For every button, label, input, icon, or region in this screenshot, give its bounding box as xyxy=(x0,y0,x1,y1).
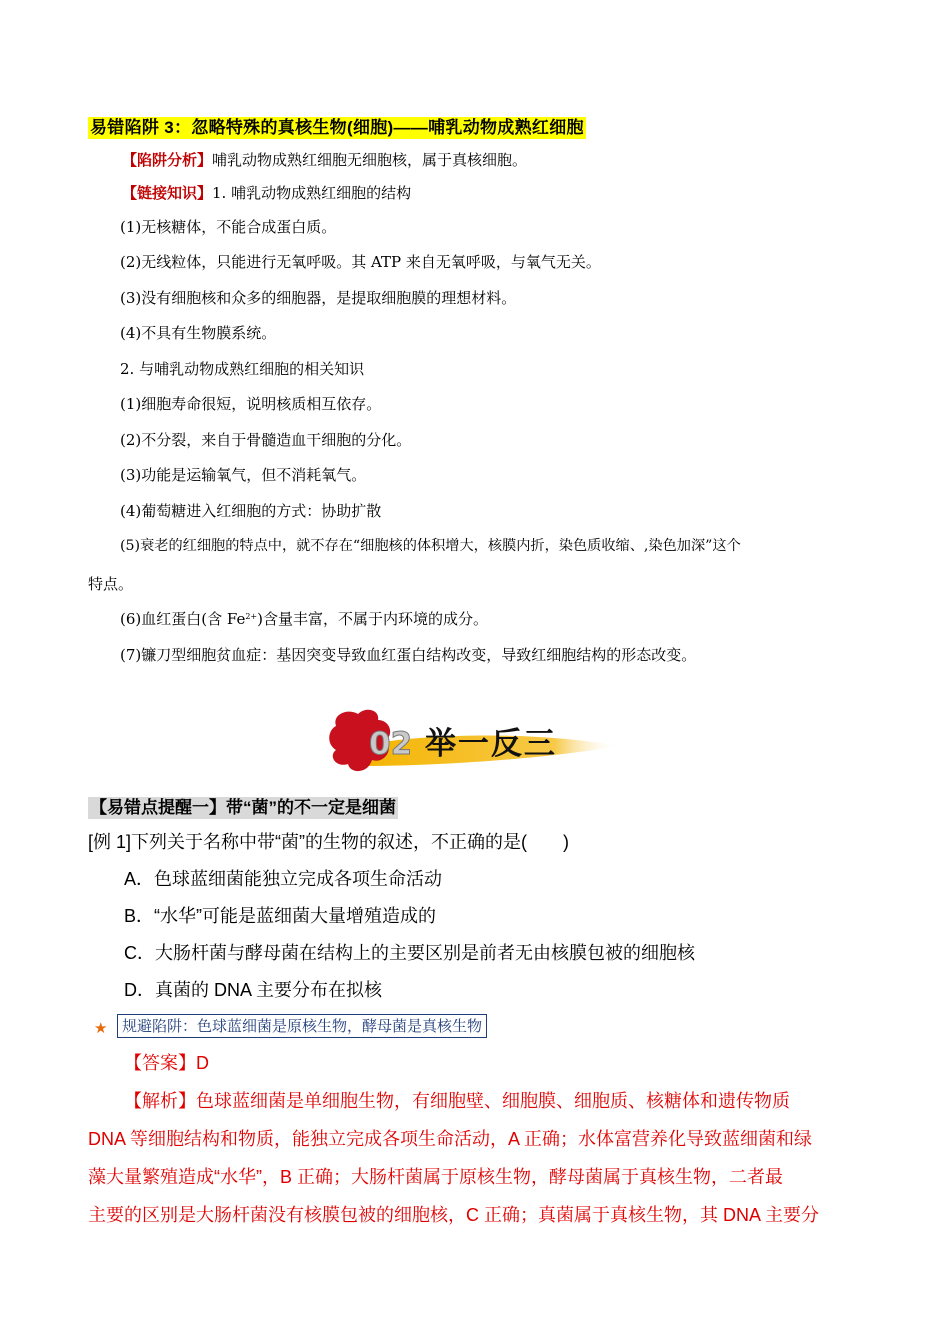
section-banner xyxy=(369,718,557,763)
related-title: 2. 与哺乳动物成熟红细胞的相关知识 xyxy=(120,360,365,378)
example-stem: [例 1]下列关于名称中带“菌”的生物的叙述，不正确的是( ) xyxy=(88,832,569,852)
related-item: (4)葡萄糖进入红细胞的方式：协助扩散 xyxy=(120,502,382,520)
linked-knowledge-tag: 【链接知识】 xyxy=(122,185,213,202)
related-item-6 xyxy=(120,609,488,629)
explanation-text: 色球蓝细菌是单细胞生物，有细胞壁、细胞膜、细胞质、核糖体和遗传物质 xyxy=(196,1091,790,1111)
structure-item: (4)不具有生物膜系统。 xyxy=(120,324,277,342)
trap-analysis-tag: 【陷阱分析】 xyxy=(122,152,213,169)
structure-item: (3)没有细胞核和众多的细胞器，是提取细胞膜的理想材料。 xyxy=(120,289,517,307)
structure-item: (1)无核糖体，不能合成蛋白质。 xyxy=(120,218,337,236)
linked-knowledge-title1: 1. 哺乳动物成熟红细胞的结构 xyxy=(212,184,412,202)
related-item-5-cont: 特点。 xyxy=(88,575,134,593)
banner-number: 02 xyxy=(369,726,413,762)
explanation-line: DNA 等细胞结构和物质，能独立完成各项生命活动，A 正确；水体富营养化导致蓝细菌和绿 xyxy=(88,1129,813,1149)
trap-heading: 易错陷阱 3：忽略特殊的真核生物(细胞)——哺乳动物成熟红细胞 xyxy=(90,118,584,137)
answer-tag: 【答案】 xyxy=(124,1053,196,1073)
related-item: (1)细胞寿命很短，说明核质相互依存。 xyxy=(120,395,382,413)
error-reminder-heading: 【易错点提醒一】带“菌”的不一定是细菌 xyxy=(90,798,396,817)
star-icon: ★ xyxy=(94,1019,108,1037)
related-item: (2)不分裂，来自于骨髓造血干细胞的分化。 xyxy=(120,431,412,449)
structure-item: (2)无线粒体，只能进行无氧呼吸。其 ATP 来自无氧呼吸，与氧气无关。 xyxy=(120,253,601,271)
linked-knowledge xyxy=(122,183,411,204)
trap-analysis-text: 哺乳动物成熟红细胞无细胞核，属于真核细胞。 xyxy=(212,151,528,169)
item6-post: )含量丰富，不属于内环境的成分。 xyxy=(257,610,488,628)
answer xyxy=(124,1051,209,1075)
banner-title: 举一反三 xyxy=(424,726,557,762)
trap-tip-box: 规避陷阱：色球蓝细菌是原核生物，酵母菌是真核生物 xyxy=(117,1014,487,1038)
explanation-line: 主要的区别是大肠杆菌没有核膜包被的细胞核，C 正确；真菌属于真核生物，其 DNA 主要分 xyxy=(88,1205,820,1225)
answer-value: D xyxy=(196,1053,209,1073)
option-a: A．色球蓝细菌能独立完成各项生命活动 xyxy=(124,869,443,889)
fe-charge: 2+ xyxy=(245,612,258,621)
related-item-7: (7)镰刀型细胞贫血症：基因突变导致血红蛋白结构改变，导致红细胞结构的形态改变。 xyxy=(120,646,697,664)
related-item: (3)功能是运输氧气，但不消耗氧气。 xyxy=(120,466,367,484)
option-d: D．真菌的 DNA 主要分布在拟核 xyxy=(124,980,383,1000)
explanation-tag: 【解析】 xyxy=(124,1091,196,1111)
explanation-line: 藻大量繁殖造成“水华”，B 正确；大肠杆菌属于原核生物，酵母菌属于真核生物，二者最 xyxy=(88,1167,783,1187)
explanation-line xyxy=(124,1089,790,1113)
trap-analysis xyxy=(122,150,527,171)
option-c: C．大肠杆菌与酵母菌在结构上的主要区别是前者无由核膜包被的细胞核 xyxy=(124,943,695,963)
related-item-5: (5)衰老的红细胞的特点中，就不存在“细胞核的体积增大，核膜内折，染色质收缩、,染色加深”这个 xyxy=(120,538,741,554)
item6-pre: (6)血红蛋白(含 Fe xyxy=(120,610,246,628)
option-b: B．“水华”可能是蓝细菌大量增殖造成的 xyxy=(124,906,436,926)
